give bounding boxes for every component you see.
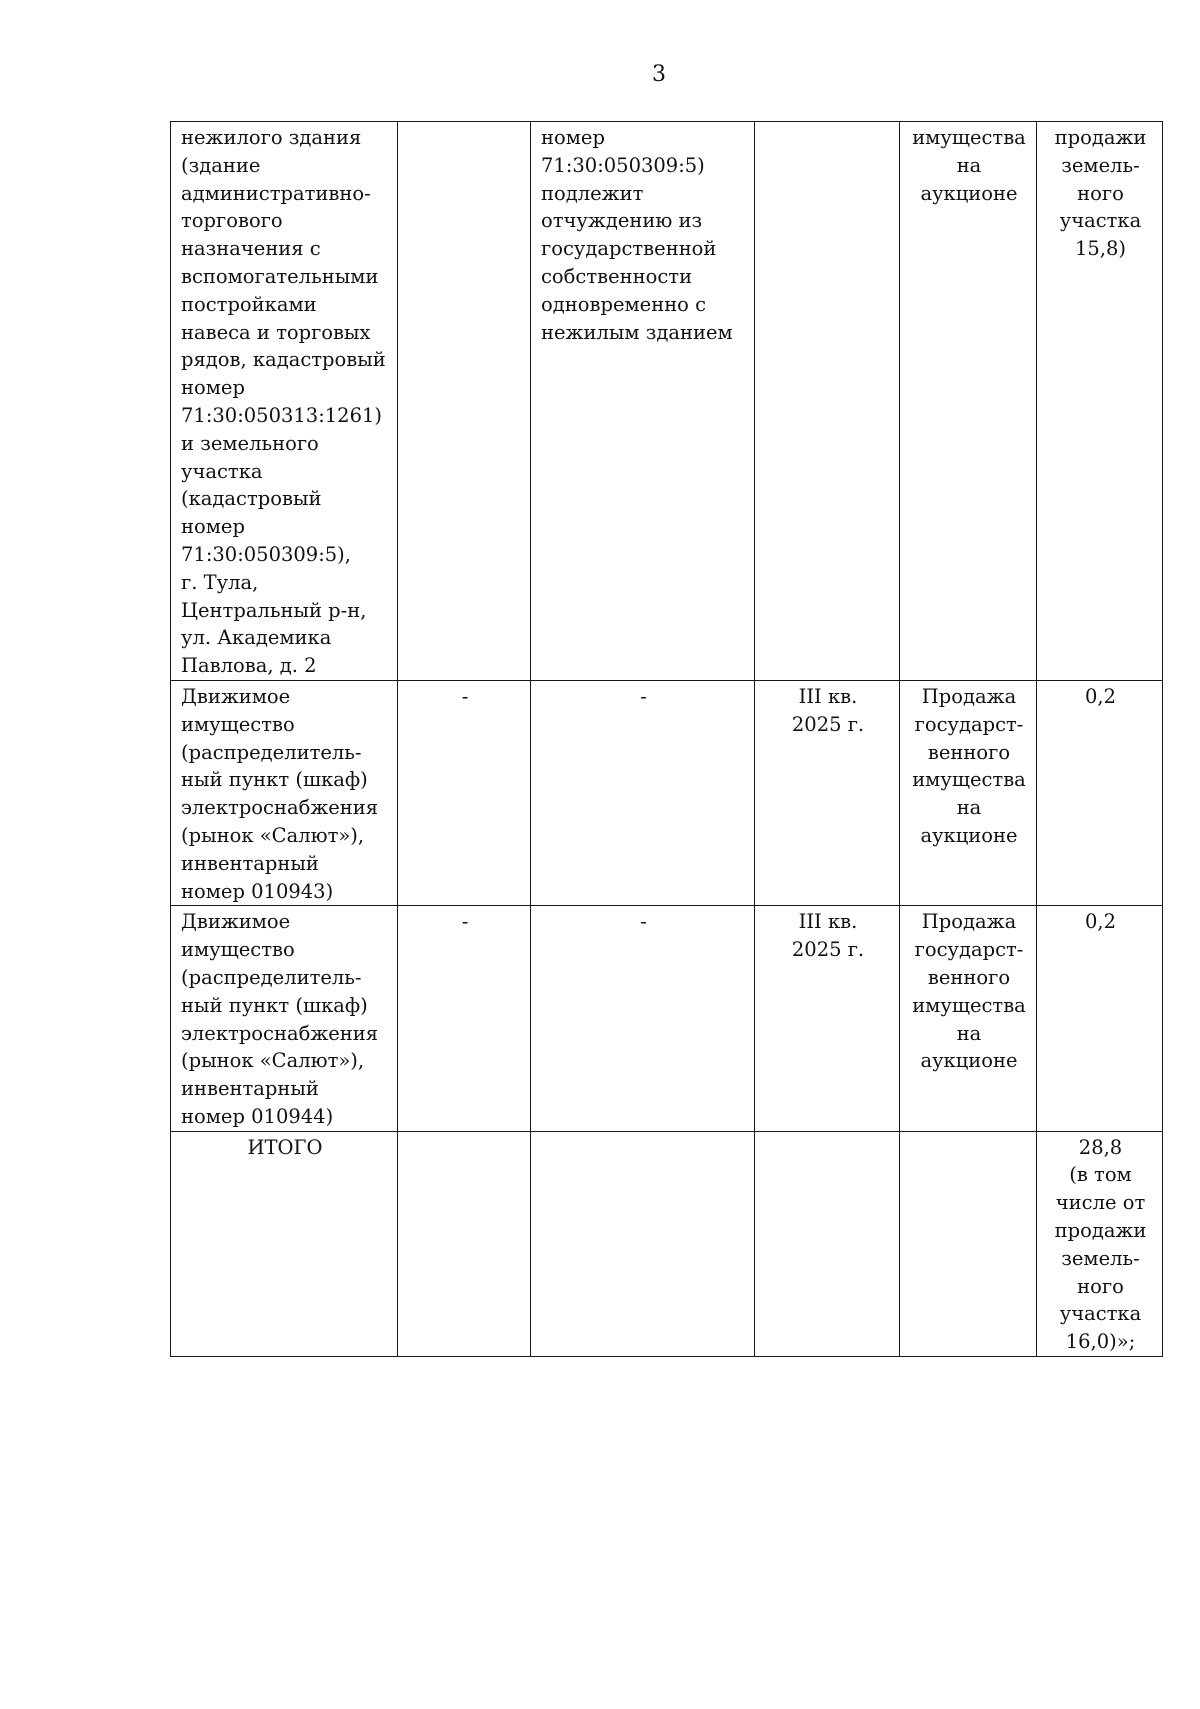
property-table	[170, 121, 1163, 1357]
method-cell: Продажа государст- венного имущества на аукционе	[900, 680, 1037, 905]
item-description-cell: Движимое имущество (распределитель- ный пункт (шкаф) электроснабжения (рынок «Салют»), инвентарный номер 010944)	[171, 906, 398, 1131]
method-cell: имущества на аукционе	[900, 122, 1037, 681]
col3-cell: -	[531, 680, 755, 905]
total-empty-cell	[900, 1131, 1037, 1356]
item-description-cell: Движимое имущество (распределитель- ный пункт (шкаф) электроснабжения (рынок «Салют»), инвентарный номер 010943)	[171, 680, 398, 905]
total-amount-cell: 28,8 (в том числе от продажи земель- ного участка 16,0)»;	[1037, 1131, 1163, 1356]
col2-cell: -	[398, 680, 531, 905]
method-cell: Продажа государст- венного имущества на аукционе	[900, 906, 1037, 1131]
period-cell: III кв. 2025 г.	[755, 906, 900, 1131]
col3-cell: -	[531, 906, 755, 1131]
total-empty-cell	[398, 1131, 531, 1356]
col2-cell: -	[398, 906, 531, 1131]
amount-cell: 0,2	[1037, 906, 1163, 1131]
amount-cell: 0,2	[1037, 680, 1163, 905]
col3-cell: номер 71:30:050309:5) подлежит отчуждению из государственной собственности одновременно с нежилым зданием	[531, 122, 755, 681]
item-description-cell: нежилого здания (здание административно- торгового назначения с вспомогательными постройками навеса и торговых рядов, кадастровый номер 71:30:050313:1261) и земельного участка (кадастровый номер 71:30:050309:5), г. Тула, Центральный р-н, ул. Академика Павлова, д. 2	[171, 122, 398, 681]
total-empty-cell	[755, 1131, 900, 1356]
total-row	[171, 1131, 1163, 1356]
col2-cell	[398, 122, 531, 681]
amount-cell: продажи земель- ного участка 15,8)	[1037, 122, 1163, 681]
page-number: 3	[652, 62, 666, 87]
table-row	[171, 122, 1163, 681]
total-label: ИТОГО	[171, 1131, 398, 1356]
table-row	[171, 906, 1163, 1131]
period-cell	[755, 122, 900, 681]
total-empty-cell	[531, 1131, 755, 1356]
table-row	[171, 680, 1163, 905]
period-cell: III кв. 2025 г.	[755, 680, 900, 905]
